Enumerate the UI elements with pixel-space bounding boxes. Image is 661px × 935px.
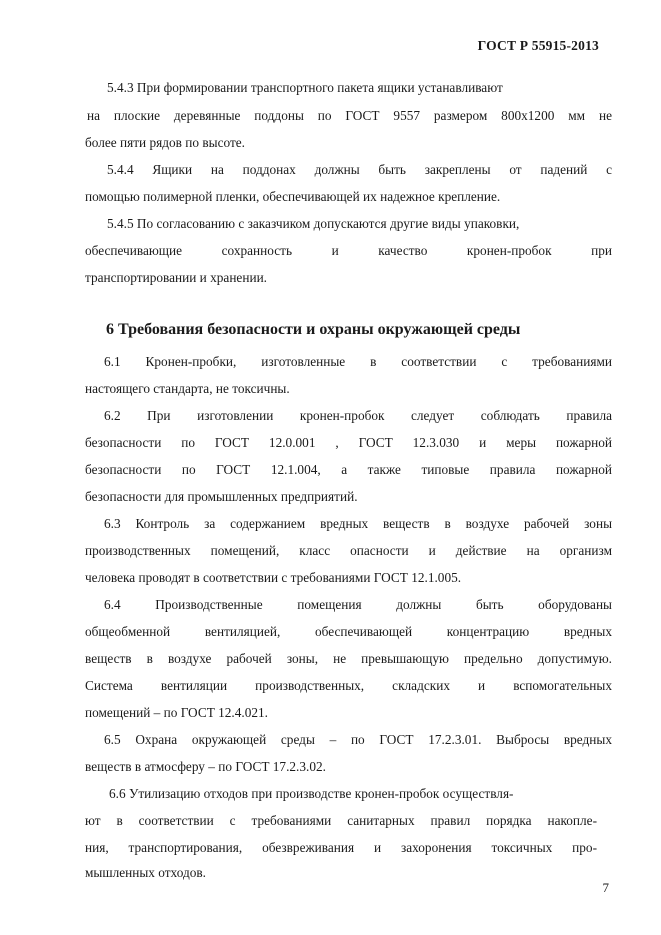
paragraph-6-2-line-1: 6.2 При изготовлении кронен-пробок следует соблюдать правила — [104, 408, 612, 423]
paragraph-6-1-line-1: 6.1 Кронен-пробки, изготовленные в соответствии с требованиями — [104, 354, 612, 369]
paragraph-6-4-line-1: 6.4 Производственные помещения должны быть оборудованы — [104, 597, 612, 612]
paragraph-6-4-line-2: общеобменной вентиляцией, обеспечивающей концентрацию вредных — [85, 624, 612, 639]
paragraph-5-4-3-line-1: 5.4.3 При формировании транспортного пакета ящики устанавливают — [107, 80, 503, 95]
paragraph-6-5-line-1: 6.5 Охрана окружающей среды – по ГОСТ 17.2.3.01. Выбросы вредных — [104, 732, 612, 747]
paragraph-6-6-line-1: 6.6 Утилизацию отходов при производстве кронен-пробок осуществля- — [109, 786, 514, 801]
paragraph-6-4-line-5: помещений – по ГОСТ 12.4.021. — [85, 705, 269, 720]
paragraph-6-3-line-3: человека проводят в соответствии с требованиями ГОСТ 12.1.005. — [85, 570, 462, 585]
paragraph-5-4-3-line-3: более пяти рядов по высоте. — [85, 135, 245, 150]
paragraph-5-4-4-line-2: помощью полимерной пленки, обеспечивающей их надежное крепление. — [85, 189, 501, 204]
paragraph-6-2-line-4: безопасности для промышленных предприятий. — [85, 489, 358, 504]
paragraph-6-6-line-4: мышленных отходов. — [85, 865, 206, 880]
paragraph-6-5-line-2: веществ в атмосферу – по ГОСТ 17.2.3.02. — [85, 759, 326, 774]
document-header: ГОСТ Р 55915-2013 — [477, 38, 599, 53]
paragraph-6-1-line-2: настоящего стандарта, не токсичны. — [85, 381, 290, 396]
paragraph-5-4-5-line-1: 5.4.5 По согласованию с заказчиком допускаются другие виды упаковки, — [107, 216, 520, 231]
paragraph-6-3-line-2: производственных помещений, класс опасности и действие на организм — [85, 543, 612, 558]
paragraph-6-6-line-3: ния, транспортирования, обезвреживания и захоронения токсичных про- — [85, 840, 597, 855]
paragraph-6-4-line-3: веществ в воздухе рабочей зоны, не превышающую предельно допустимую. — [85, 651, 612, 666]
paragraph-5-4-4-line-1: 5.4.4 Ящики на поддонах должны быть закреплены от падений с — [107, 162, 612, 177]
paragraph-6-4-line-4: Система вентиляции производственных, складских и вспомогательных — [85, 678, 612, 693]
paragraph-5-4-5-line-3: транспортировании и хранении. — [85, 270, 268, 285]
section-title: 6 Требования безопасности и охраны окружающей среды — [106, 321, 521, 338]
paragraph-5-4-3-line-2: на плоские деревянные поддоны по ГОСТ 9557 размером 800х1200 мм не — [87, 108, 612, 123]
paragraph-6-3-line-1: 6.3 Контроль за содержанием вредных веществ в воздухе рабочей зоны — [104, 516, 612, 531]
paragraph-6-6-line-2: ют в соответствии с требованиями санитарных правил порядка накопле- — [85, 813, 597, 828]
paragraph-6-2-line-2: безопасности по ГОСТ 12.0.001 , ГОСТ 12.3.030 и меры пожарной — [85, 435, 612, 450]
paragraph-5-4-5-line-2: обеспечивающие сохранность и качество кронен-пробок при — [85, 243, 612, 258]
page-number: 7 — [602, 880, 609, 895]
paragraph-6-2-line-3: безопасности по ГОСТ 12.1.004, а также типовые правила пожарной — [85, 462, 612, 477]
